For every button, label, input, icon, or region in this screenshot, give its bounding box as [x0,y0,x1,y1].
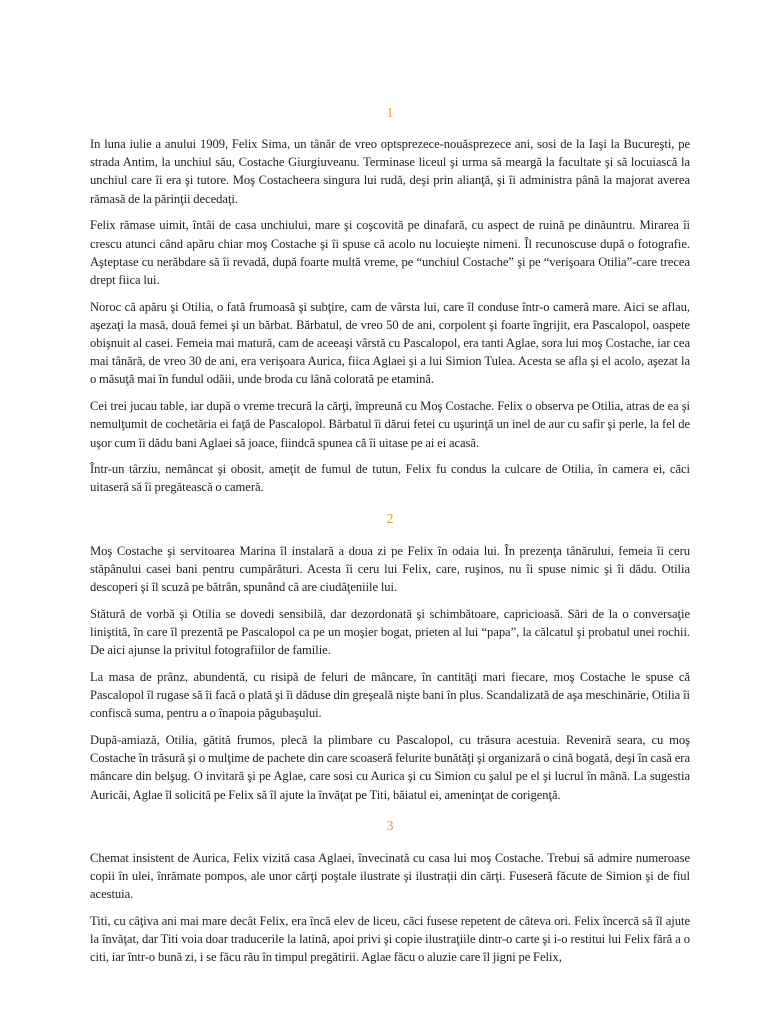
paragraph: După-amiază, Otilia, gătită frumos, plecă la plimbare cu Pascalopol, cu trăsura acestuia. Reveniră seara, cu moş Costache în trăsură şi o mulţime de pachete din care scoaseră felurite bunătăţi şi organizară o cină bogată, deşi în casă era mâncare din belşug. O invitară şi pe Aglae, care sosi cu Aurica şi cu Simion cu şalul pe el şi lucrul în mână. La sugestia Auricăi, Aglae îl solicită pe Felix să îl ajute la învăţat pe Titi, băiatul ei, ameninţat de corigenţă. [90,732,690,802]
chapter-number: 1 [386,106,394,121]
chapter-number: 3 [386,818,394,834]
paragraph: Moş Costache şi servitoarea Marina îl instalară a doua zi pe Felix în odaia lui. În prezenţa tânărului, femeia îi ceru stăpânului casei bani pentru cumpărături. Acesta îi ceru lui Felix, care, ruşinos, nu îi spuse nimic şi îi dădu. Otilia descoperi şi îl scuză pe bătrân, spunând că are ciudăţeniile lui. [90,543,690,595]
paragraph: Titi, cu câţiva ani mai mare decât Felix, era încă elev de liceu, căci fusese repetent de câteva ori. Felix încercă să îl ajute la învăţat, dar Titi voia doar traducerile la latină, apoi privi şi copie ilustraţiile dintr-o carte şi i-o restitui lui Felix fără a o citi, iar într-o bună zi, i se făcu rău în timpul pregătirii. Aglae făcu o aluzie care îl jigni pe Felix, [90,913,690,965]
chapter-number: 2 [386,511,394,527]
paragraph: In luna iulie a anului 1909, Felix Sima, un tânăr de vreo optsprezece-nouăsprezece ani, sosi de la Iaşi la Bucureşti, pe strada Antim, la unchiul său, Costache Giurgiuveanu. Terminase liceul şi urma să meargă la facultate şi să locuiască la unchiul care îi era şi tutore. Moş Costacheera singura lui rudă, deşi prin alianţă, şi îi administra până la majorat averea rămasă de la părinţii decedaţi. [90,137,690,206]
paragraph: Noroc că apăru şi Otilia, o fată frumoasă şi subţire, cam de vârsta lui, care îl conduse într-o cameră mare. Aici se aflau, aşezaţi la masă, două femei şi un bărbat. Bărbatul, de vreo 50 de ani, corpolent şi foarte îngrijit, era Pascalopol, oaspete obişnuit al casei. Femeia mai matură, cam de aceeaşi vârstă cu Pascalopol, era tanti Aglae, sora lui moş Costache, iar cea mai tânără, de vreo 30 de ani, era verişoara Aurica, fiica Aglaei şi a lui Simion Tulea. Acesta se afla şi el acolo, aşezat la o măsuţă mai în fundul odăii, unde broda cu lână colorată pe etamină. [90,299,690,387]
paragraph: Cei trei jucau table, iar după o vreme trecură la cărţi, împreună cu Moş Costache. Felix o observa pe Otilia, atras de ea şi nemulţumit de cochetăria ei faţă de Pascalopol. Bărbatul îi dărui fetei cu uşurinţă un inel de aur cu safir şi perle, la fel de uşor cum îi dădu bani Aglaei să joace, fiindcă spunea că îi uitase pe ai ei acasă. [90,399,690,450]
paragraph: Stătură de vorbă şi Otilia se dovedi sensibilă, dar dezordonată şi schimbătoare, capricioasă. Sări de la o conversaţie liniştită, în care îl prezentă pe Pascalopol ca pe un moşier bogat, prieten al lui “papa”, la călcatul şi probatul unei rochii. De aici ajunse la privitul fotografiilor de familie. [90,606,690,658]
paragraph: Felix rămase uimit, întâi de casa unchiului, mare şi coşcovită pe dinafară, cu aspect de ruină pe dinăuntru. Mirarea îi crescu atunci când apăru chiar moş Costache şi îi spuse că acolo nu locuieşte nimeni. Îl recunoscuse după o fotografie. Aşteptase cu nerăbdare să îi revadă, după foarte multă vreme, pe “unchiul Costache” şi pe “verişoara Otilia”-care trecea drept fiica lui. [90,218,690,287]
paragraph: Într-un târziu, nemâncat şi obosit, ameţit de fumul de tutun, Felix fu condus la culcare de Otilia, în camera ei, căci uitaseră să îi pregătească o cameră. [90,462,690,495]
paragraph: La masa de prânz, abundentă, cu risipă de feluri de mâncare, în cantităţi mari fiecare, moş Costache le spuse că Pascalopol îl rugase să îi facă o plată şi îi dăduse din greşeală nişte bani în plus. Scandalizată de aşa meschinărie, Otilia îi confiscă suma, pentru a o înapoia păgubaşului. [90,669,690,721]
paragraph: Chemat insistent de Aurica, Felix vizită casa Aglaei, învecinată cu casa lui moş Costache. Trebui să admire numeroase copii în ulei, înrămate pompos, ale unor cărţi poştale ilustrate şi ilustraţii din cărţi. Fuseseră făcute de Simion şi de fiul acestuia. [90,850,690,902]
